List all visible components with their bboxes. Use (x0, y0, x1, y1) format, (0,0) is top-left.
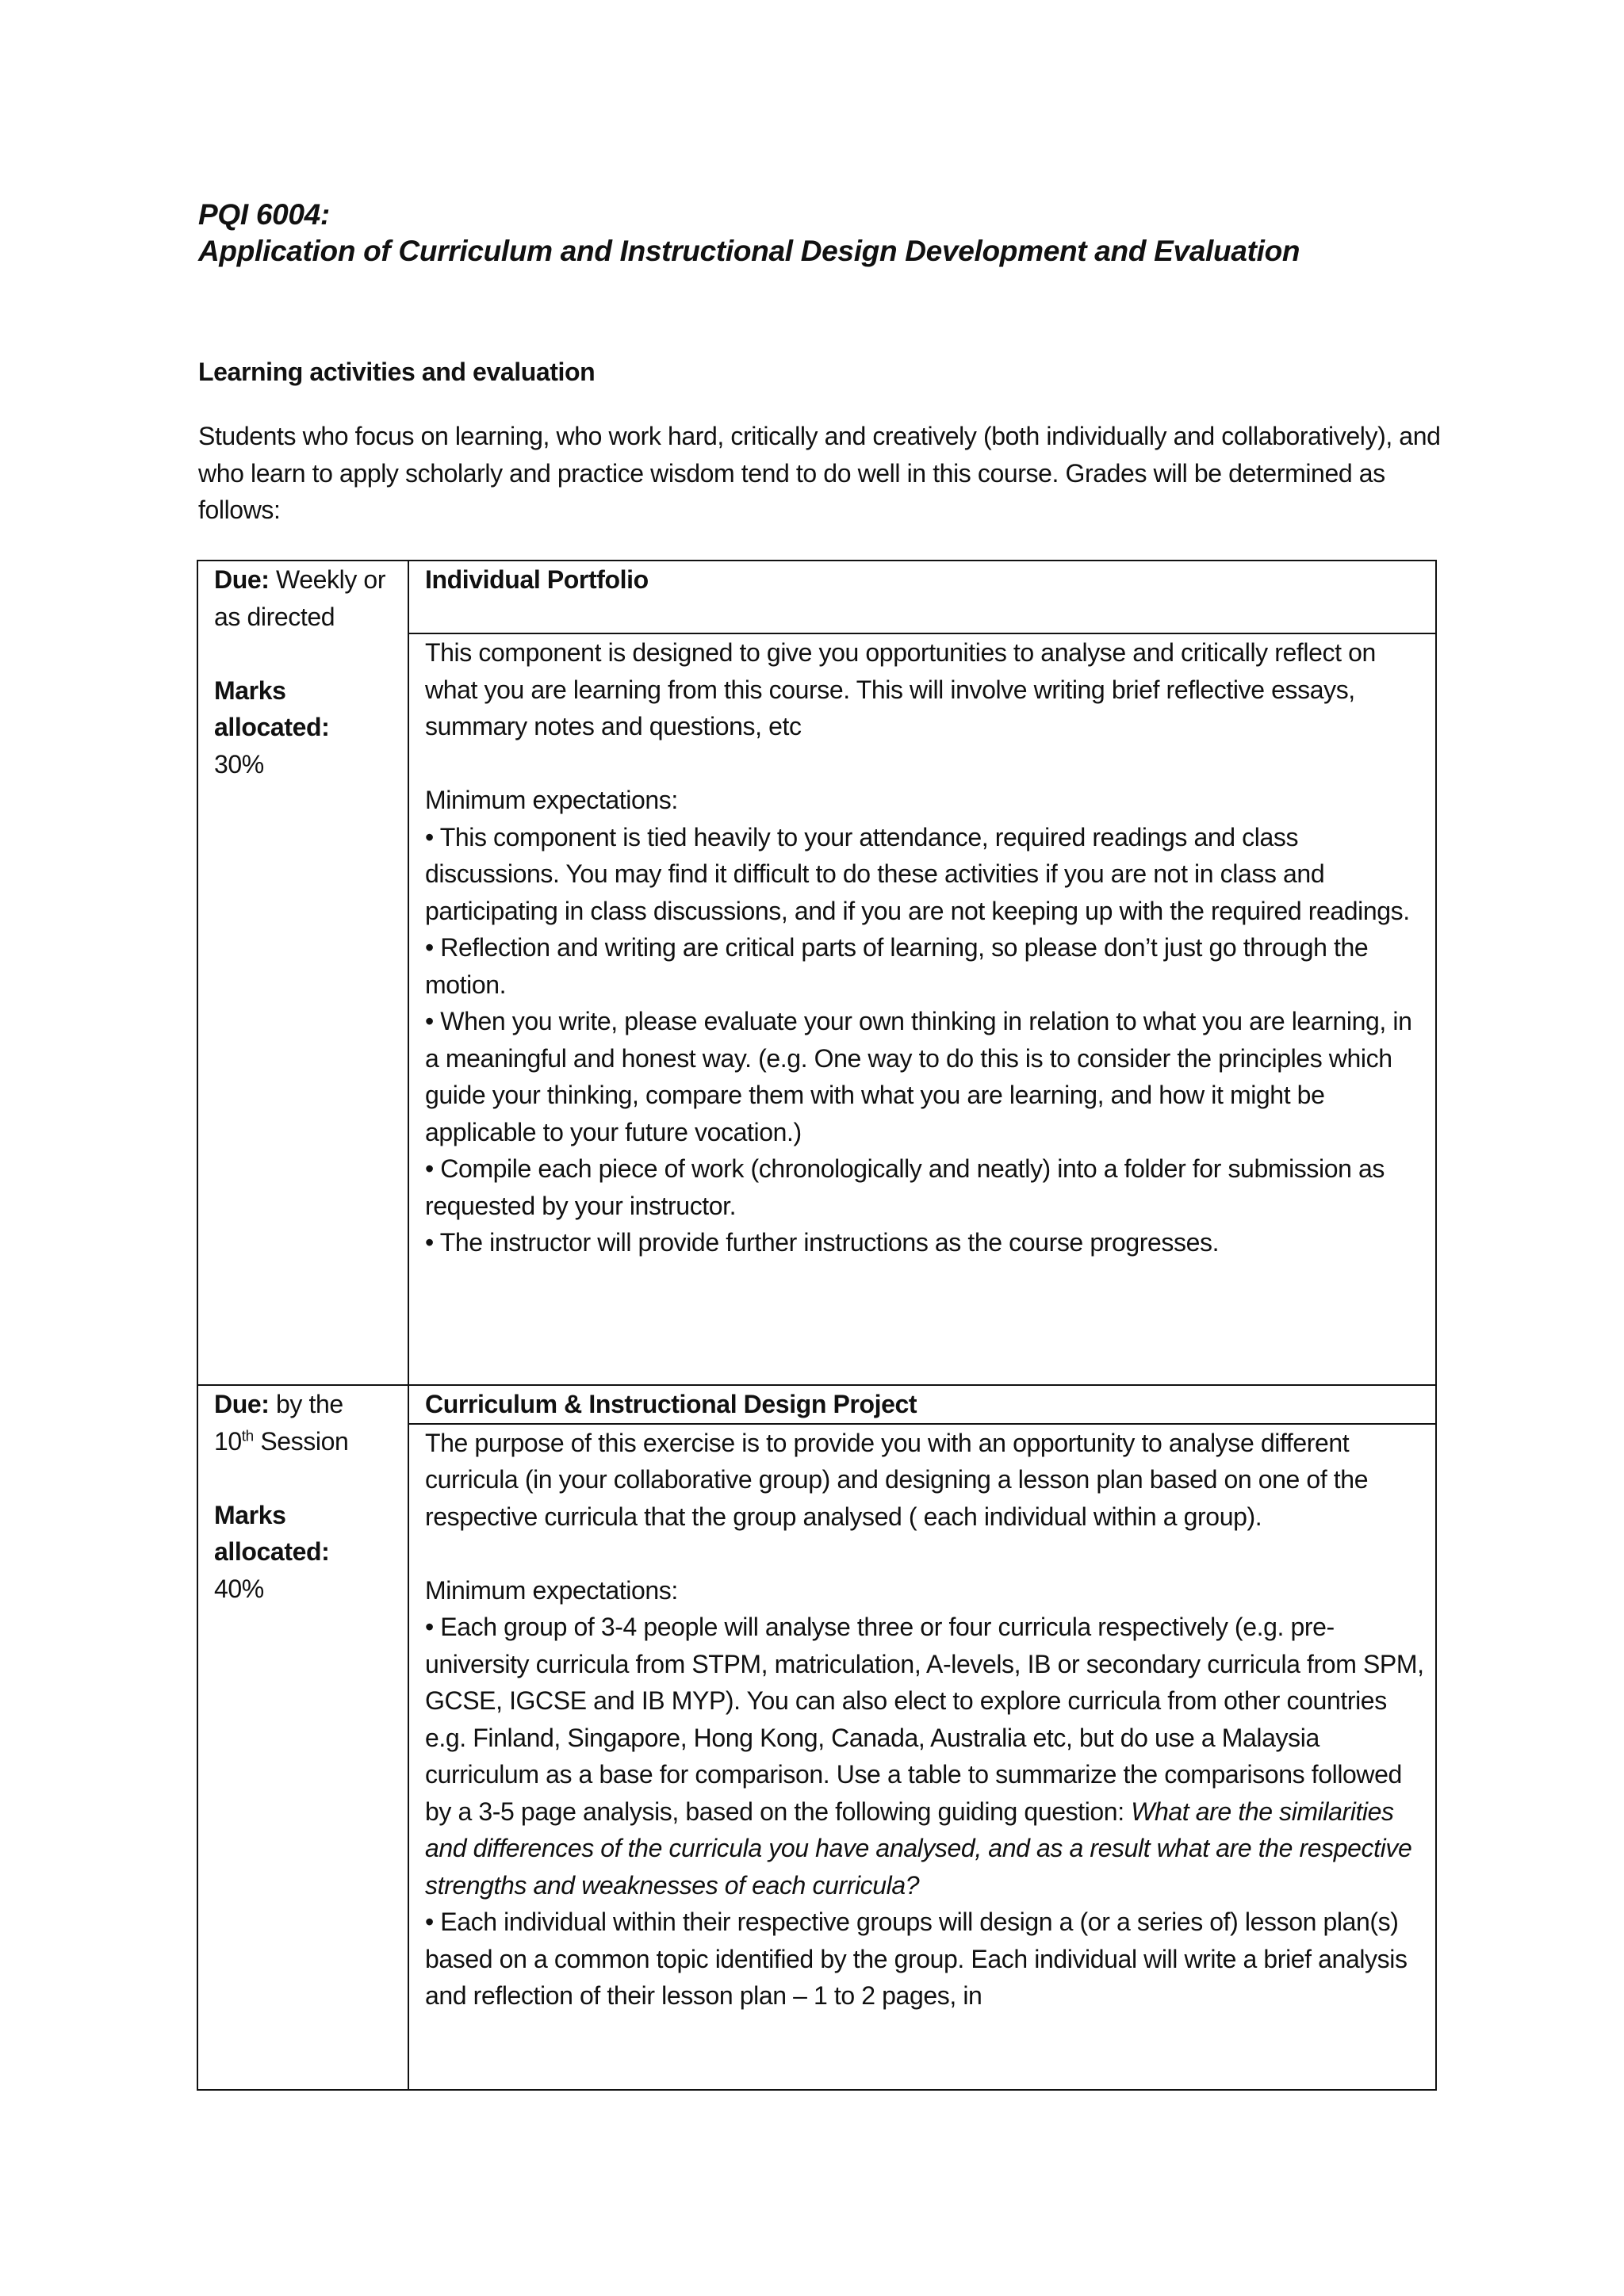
marks-label: Marks allocated: (214, 1500, 330, 1566)
marks-label: Marks allocated: (214, 675, 330, 741)
list-item: • The instructor will provide further instructions as the course progresses. (425, 1228, 1220, 1257)
list-item: • Each individual within their respective groups will design a (or a series of) lesson plan(s) based on a common topic identified by the group. Each individual will write a brief analysis and reflection of their lesson plan – 1 to 2 pages, in (425, 1908, 1408, 2010)
list-item: • Compile each piece of work (chronologically and neatly) into a folder for submission as requested by your instructor. (425, 1154, 1385, 1220)
due-info (214, 1386, 398, 1460)
due-value-suffix: Session (260, 1426, 349, 1456)
intro-paragraph: Students who focus on learning, who work hard, critically and creatively (both individually and collaboratively), and who learn to apply scholarly and practice wisdom tend to do well in this course. Grades will be determined as follows: (198, 422, 1441, 524)
course-title-block (198, 197, 1467, 270)
component-description: The purpose of this exercise is to provide you with an opportunity to analyse different curricula (in your collaborative group) and designing a lesson plan based on one of the respective curricula that the group analysed ( each individual within a group). (425, 1428, 1369, 1531)
grading-table (197, 560, 1437, 2091)
min-expectations-label: Minimum expectations: (425, 786, 678, 814)
marks-value: 30% (214, 749, 264, 779)
due-marks-cell (197, 561, 408, 1385)
section-heading: Learning activities and evaluation (198, 358, 596, 386)
component-description-cell (408, 633, 1436, 1385)
due-label: Due: (214, 565, 270, 594)
due-label: Due: (214, 1390, 270, 1418)
list-item (425, 1609, 1426, 1904)
course-code: PQI 6004: (198, 198, 330, 231)
component-description-cell (408, 1424, 1436, 2090)
component-description: This component is designed to give you opportunities to analyse and critically reflect on what you are learning from this course. This will involve writing brief reflective essays, summary notes and questions, etc (425, 638, 1376, 740)
component-title: Curriculum & Instructional Design Project (425, 1390, 917, 1418)
marks-value: 40% (214, 1574, 264, 1603)
min-expectations-label: Minimum expectations: (425, 1575, 678, 1605)
due-info (214, 561, 398, 635)
component-title-cell (408, 561, 1436, 633)
due-marks-cell (197, 1385, 408, 2090)
due-value: Weekly or as directed (214, 565, 386, 631)
guiding-question: What are the similarities and differences of the curricula you have analysed, and as a result what are the respective strengths and weaknesses of each curricula? (425, 1797, 1412, 1900)
component-title: Individual Portfolio (425, 565, 649, 594)
due-value-sup: th (241, 1427, 254, 1445)
component-title-cell (408, 1385, 1436, 1424)
table-row (197, 1385, 1436, 1424)
due-value-prefix: by the (276, 1390, 343, 1418)
due-value-number: 10 (214, 1426, 242, 1456)
course-title: Application of Curriculum and Instructional Design Development and Evaluation (198, 235, 1300, 267)
list-item: • This component is tied heavily to your attendance, required readings and class discussions. You may find it difficult to do these activities if you are not in class and participating in class discussions, and if you are not keeping up with the required readings. (425, 822, 1410, 925)
table-row (197, 561, 1436, 633)
list-item: • When you write, please evaluate your own thinking in relation to what you are learning, in a meaningful and honest way. (e.g. One way to do this is to consider the principles which guide your thinking, compare them with what you are learning, and how it might be applicable to your future vocation.) (425, 1007, 1412, 1146)
list-item: • Reflection and writing are critical parts of learning, so please don’t just go through the motion. (425, 933, 1369, 999)
bullet-text: • Each group of 3-4 people will analyse three or four curricula respectively (e.g. pre-university curricula from STPM, matriculation, A-levels, IB or secondary curricula from SPM, GCSE, IGCSE and IB MYP). You can also elect to explore curricula from other countries e.g. Finland, Singapore, Hong Kong, Canada, Australia etc, but do use a Malaysia curriculum as a base for comparison. Use a table to summarize the comparisons followed by a 3-5 page analysis, based on the following guiding question: (425, 1613, 1424, 1826)
